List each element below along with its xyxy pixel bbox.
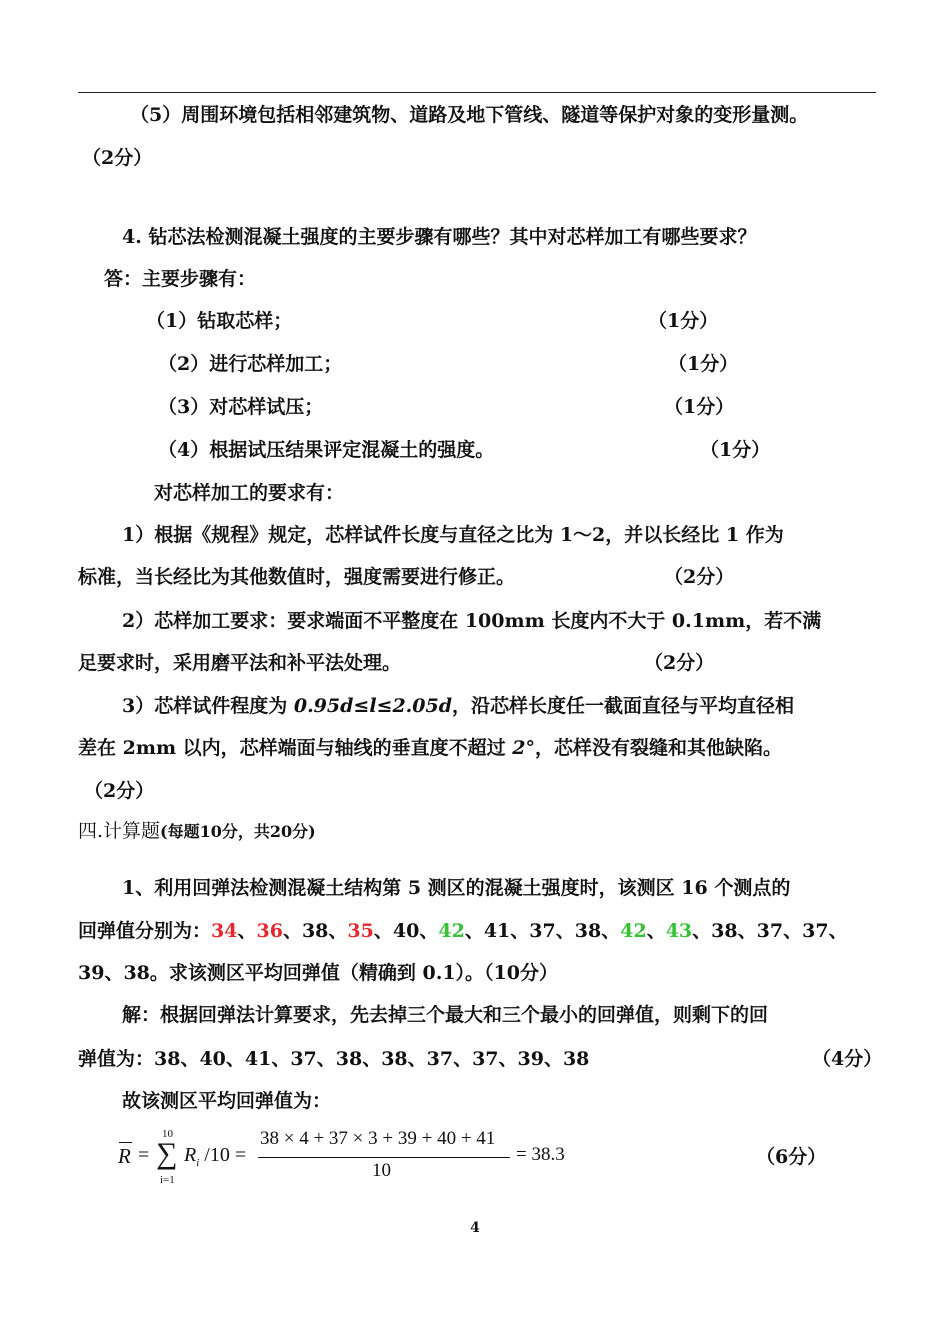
step-3-text: （3）对芯样试压；: [158, 396, 324, 418]
page-number: 4: [470, 1220, 480, 1236]
fraction-numerator: 38 × 4 + 37 × 3 + 39 + 40 + 41: [260, 1128, 496, 1149]
req-3-line2-a: 差在 2mm 以内，芯样端面与轴线的垂直度不超过: [78, 737, 513, 759]
formula-ri-sub: i: [196, 1157, 200, 1169]
section-note: (每题10分，共20分): [160, 822, 316, 841]
rebound-values: [211, 920, 829, 942]
rebound-value: 36: [256, 920, 283, 942]
rebound-value: 35: [347, 920, 374, 942]
value-separator: 、: [328, 920, 348, 942]
req-3-line-2: [78, 735, 782, 761]
overline: [119, 1142, 132, 1143]
step-1-score: （1分）: [648, 310, 719, 332]
formula-result: = 38.3: [516, 1144, 565, 1165]
value-separator: 、: [373, 920, 393, 942]
rebound-value: 41: [483, 920, 511, 942]
header-rule: [78, 92, 876, 93]
req-3-math: 0.95d≤l≤2.05d: [293, 695, 453, 717]
req-1-line-2: 标准，当长经比为其他数值时，强度需要进行修正。: [78, 566, 516, 588]
section-heading: [78, 818, 316, 845]
sum-lower-limit: i=1: [160, 1174, 175, 1186]
step-2-text: （2）进行芯样加工；: [158, 353, 343, 375]
value-separator: 、: [692, 920, 712, 942]
requirements-intro: 对芯样加工的要求有：: [154, 482, 345, 504]
section-title: 四.计算题: [78, 820, 161, 842]
sigma-symbol: ∑: [156, 1137, 178, 1170]
value-separator: 、: [555, 920, 575, 942]
req-3-line2-b: ，芯样没有裂缝和其他缺陷。: [535, 737, 783, 759]
formula-div: /10 =: [199, 1144, 247, 1166]
req-3-line-1: [122, 693, 794, 719]
rebound-value: 42: [438, 920, 465, 942]
calc-1-line-1: 1、利用回弹法检测混凝土结构第 5 测区的混凝土强度时，该测区 16 个测点的: [122, 877, 791, 899]
value-separator: 、: [646, 920, 666, 942]
solution-score: （4分）: [812, 1048, 883, 1070]
step-4-score: （1分）: [700, 439, 771, 461]
req-1-score: （2分）: [664, 566, 735, 588]
solution-line-1: 解：根据回弹法计算要求，先去掉三个最大和三个最小的回弹值，则剩下的回: [122, 1004, 769, 1026]
formula-ri: [184, 1144, 246, 1169]
calc-1-tail: 、: [828, 920, 848, 942]
rebound-value: 42: [620, 920, 647, 942]
rebound-value: 38: [711, 920, 738, 942]
average-formula: [118, 1126, 588, 1190]
step-1-text: （1）钻取芯样；: [146, 310, 293, 332]
value-separator: 、: [510, 920, 530, 942]
value-separator: 、: [419, 920, 439, 942]
item-5-score: （2分）: [82, 147, 153, 169]
question-4: 4. 钻芯法检测混凝土强度的主要步骤有哪些？其中对芯样加工有哪些要求？: [122, 226, 757, 248]
rebound-value: 37: [756, 920, 784, 942]
value-separator: 、: [601, 920, 621, 942]
calc-1-line-3: 39、38。求该测区平均回弹值（精确到 0.1）。（10分）: [78, 962, 558, 984]
solution-line-2: 弹值为：38、40、41、37、38、38、37、37、39、38: [78, 1048, 590, 1070]
sum-upper-limit: 10: [162, 1128, 173, 1140]
req-3-text-a: 3）芯样试件程度为: [122, 695, 294, 717]
average-intro: 故该测区平均回弹值为：: [122, 1090, 332, 1112]
fraction-denominator: 10: [372, 1160, 391, 1181]
req-2-line-2: 足要求时，采用磨平法和补平法处理。: [78, 652, 402, 674]
req-1-line-1: 1）根据《规程》规定，芯样试件长度与直径之比为 1～2，并以长经比 1 作为: [122, 524, 784, 546]
value-separator: 、: [737, 920, 757, 942]
rebound-value: 34: [211, 920, 238, 942]
step-4-text: （4）根据试压结果评定混凝土的强度。: [158, 439, 495, 461]
rebound-value: 38: [301, 920, 329, 942]
req-2-score: （2分）: [644, 652, 715, 674]
req-3-text-b: ，沿芯样长度任一截面直径与平均直径相: [452, 695, 795, 717]
value-separator: 、: [237, 920, 257, 942]
formula-score: （6分）: [756, 1146, 827, 1168]
rebound-value: 43: [665, 920, 693, 942]
value-separator: 、: [282, 920, 302, 942]
step-2-score: （1分）: [668, 353, 739, 375]
step-3-score: （1分）: [664, 396, 735, 418]
req-2-line-1: 2）芯样加工要求：要求端面不平整度在 100mm 长度内不大于 0.1mm，若不满: [122, 610, 822, 632]
fraction-bar: [258, 1157, 510, 1158]
rebound-value: 38: [574, 920, 602, 942]
rebound-value: 37: [529, 920, 556, 942]
answer-intro: 答：主要步骤有：: [104, 268, 257, 290]
formula-r-bar: R: [118, 1144, 131, 1168]
value-separator: 、: [464, 920, 484, 942]
formula-equals: =: [138, 1144, 150, 1166]
item-5-text: （5）周围环境包括相邻建筑物、道路及地下管线、隧道等保护对象的变形量测。: [130, 104, 809, 126]
req-3-angle: 2°: [512, 737, 536, 759]
value-separator: 、: [783, 920, 803, 942]
rebound-value: 37: [802, 920, 829, 942]
req-3-score: （2分）: [84, 780, 155, 802]
calc-1-prefix: 回弹值分别为：: [78, 920, 212, 942]
formula-ri-r: R: [184, 1144, 197, 1166]
rebound-value: 40: [392, 920, 420, 942]
calc-1-line-2: [78, 918, 848, 944]
